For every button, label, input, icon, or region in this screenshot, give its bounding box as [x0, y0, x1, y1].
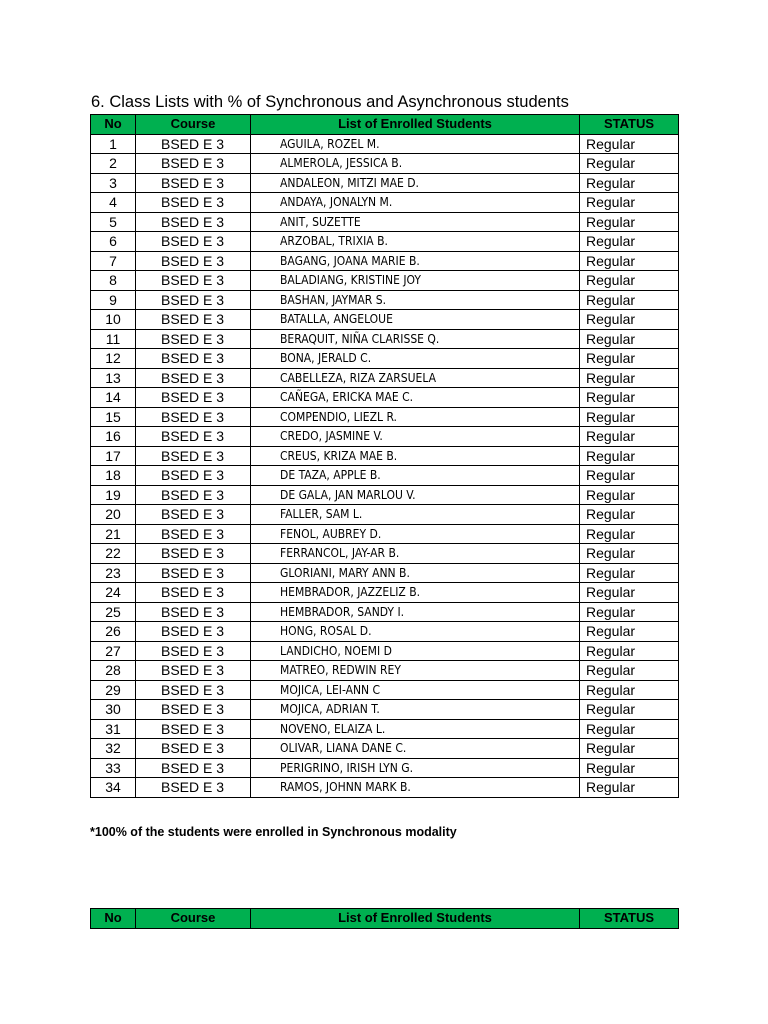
course-cell: BSED E 3 — [136, 700, 251, 720]
course-cell: BSED E 3 — [136, 251, 251, 271]
class-list-table — [90, 114, 679, 798]
row-number: 6 — [91, 232, 136, 252]
table-row — [91, 134, 679, 154]
table-row — [91, 388, 679, 408]
row-number: 30 — [91, 700, 136, 720]
course-cell: BSED E 3 — [136, 154, 251, 174]
table-header-row — [91, 909, 679, 929]
student-name: ANDALEON, MITZI MAE D. — [251, 173, 580, 193]
row-number: 2 — [91, 154, 136, 174]
row-number: 27 — [91, 641, 136, 661]
row-number: 31 — [91, 719, 136, 739]
student-name: CREUS, KRIZA MAE B. — [251, 446, 580, 466]
table-row — [91, 466, 679, 486]
header-course: Course — [136, 115, 251, 135]
row-number: 7 — [91, 251, 136, 271]
course-cell: BSED E 3 — [136, 758, 251, 778]
status-cell: Regular — [580, 641, 679, 661]
row-number: 33 — [91, 758, 136, 778]
row-number: 4 — [91, 193, 136, 213]
status-cell: Regular — [580, 271, 679, 291]
student-name: NOVENO, ELAIZA L. — [251, 719, 580, 739]
status-cell: Regular — [580, 758, 679, 778]
table-row — [91, 427, 679, 447]
row-number: 28 — [91, 661, 136, 681]
student-name: ALMEROLA, JESSICA B. — [251, 154, 580, 174]
status-cell: Regular — [580, 739, 679, 759]
course-cell: BSED E 3 — [136, 641, 251, 661]
status-cell: Regular — [580, 680, 679, 700]
student-name: BERAQUIT, NIÑA CLARISSE Q. — [251, 329, 580, 349]
course-cell: BSED E 3 — [136, 778, 251, 798]
status-cell: Regular — [580, 154, 679, 174]
student-name: GLORIANI, MARY ANN B. — [251, 563, 580, 583]
header-students: List of Enrolled Students — [251, 115, 580, 135]
row-number: 34 — [91, 778, 136, 798]
row-number: 9 — [91, 290, 136, 310]
course-cell: BSED E 3 — [136, 310, 251, 330]
course-cell: BSED E 3 — [136, 505, 251, 525]
course-cell: BSED E 3 — [136, 739, 251, 759]
table-row — [91, 544, 679, 564]
course-cell: BSED E 3 — [136, 193, 251, 213]
course-cell: BSED E 3 — [136, 563, 251, 583]
student-name: RAMOS, JOHNN MARK B. — [251, 778, 580, 798]
table-row — [91, 368, 679, 388]
table-row — [91, 212, 679, 232]
status-cell: Regular — [580, 173, 679, 193]
section-heading: 6. Class Lists with % of Synchronous and Asynchronous students — [91, 93, 569, 111]
header-students: List of Enrolled Students — [251, 909, 580, 929]
status-cell: Regular — [580, 193, 679, 213]
row-number: 16 — [91, 427, 136, 447]
row-number: 14 — [91, 388, 136, 408]
status-cell: Regular — [580, 212, 679, 232]
table-row — [91, 778, 679, 798]
status-cell: Regular — [580, 407, 679, 427]
table-row — [91, 232, 679, 252]
table-row — [91, 193, 679, 213]
student-name: MATREO, REDWIN REY — [251, 661, 580, 681]
status-cell: Regular — [580, 349, 679, 369]
row-number: 18 — [91, 466, 136, 486]
status-cell: Regular — [580, 232, 679, 252]
student-name: MOJICA, ADRIAN T. — [251, 700, 580, 720]
student-name: LANDICHO, NOEMI D — [251, 641, 580, 661]
table-row — [91, 622, 679, 642]
status-cell: Regular — [580, 563, 679, 583]
status-cell: Regular — [580, 388, 679, 408]
student-name: HEMBRADOR, JAZZELIZ B. — [251, 583, 580, 603]
student-name: CABELLEZA, RIZA ZARSUELA — [251, 368, 580, 388]
table-row — [91, 680, 679, 700]
row-number: 20 — [91, 505, 136, 525]
student-name: BATALLA, ANGELOUE — [251, 310, 580, 330]
row-number: 11 — [91, 329, 136, 349]
header-no: No — [91, 909, 136, 929]
table-row — [91, 271, 679, 291]
course-cell: BSED E 3 — [136, 173, 251, 193]
student-name: CREDO, JASMINE V. — [251, 427, 580, 447]
status-cell: Regular — [580, 700, 679, 720]
course-cell: BSED E 3 — [136, 134, 251, 154]
row-number: 32 — [91, 739, 136, 759]
student-name: HEMBRADOR, SANDY I. — [251, 602, 580, 622]
course-cell: BSED E 3 — [136, 622, 251, 642]
student-name: ARZOBAL, TRIXIA B. — [251, 232, 580, 252]
status-cell: Regular — [580, 622, 679, 642]
student-name: COMPENDIO, LIEZL R. — [251, 407, 580, 427]
course-cell: BSED E 3 — [136, 388, 251, 408]
student-name: MOJICA, LEI-ANN C — [251, 680, 580, 700]
row-number: 1 — [91, 134, 136, 154]
status-cell: Regular — [580, 778, 679, 798]
table-row — [91, 700, 679, 720]
row-number: 24 — [91, 583, 136, 603]
student-name: FENOL, AUBREY D. — [251, 524, 580, 544]
student-name: ANDAYA, JONALYN M. — [251, 193, 580, 213]
student-name: OLIVAR, LIANA DANE C. — [251, 739, 580, 759]
status-cell: Regular — [580, 251, 679, 271]
course-cell: BSED E 3 — [136, 524, 251, 544]
header-status: STATUS — [580, 115, 679, 135]
status-cell: Regular — [580, 466, 679, 486]
row-number: 12 — [91, 349, 136, 369]
course-cell: BSED E 3 — [136, 349, 251, 369]
table-row — [91, 758, 679, 778]
header-course: Course — [136, 909, 251, 929]
header-status: STATUS — [580, 909, 679, 929]
table-row — [91, 329, 679, 349]
status-cell: Regular — [580, 719, 679, 739]
student-name: BAGANG, JOANA MARIE B. — [251, 251, 580, 271]
status-cell: Regular — [580, 544, 679, 564]
table-row — [91, 719, 679, 739]
row-number: 25 — [91, 602, 136, 622]
course-cell: BSED E 3 — [136, 427, 251, 447]
status-cell: Regular — [580, 329, 679, 349]
status-cell: Regular — [580, 583, 679, 603]
student-name: FERRANCOL, JAY-AR B. — [251, 544, 580, 564]
table-row — [91, 739, 679, 759]
table-header-row — [91, 115, 679, 135]
course-cell: BSED E 3 — [136, 407, 251, 427]
row-number: 23 — [91, 563, 136, 583]
status-cell: Regular — [580, 505, 679, 525]
student-name: FALLER, SAM L. — [251, 505, 580, 525]
course-cell: BSED E 3 — [136, 232, 251, 252]
course-cell: BSED E 3 — [136, 212, 251, 232]
row-number: 8 — [91, 271, 136, 291]
status-cell: Regular — [580, 368, 679, 388]
table-row — [91, 407, 679, 427]
course-cell: BSED E 3 — [136, 329, 251, 349]
student-name: DE GALA, JAN MARLOU V. — [251, 485, 580, 505]
course-cell: BSED E 3 — [136, 602, 251, 622]
class-list-table-2 — [90, 908, 679, 929]
status-cell: Regular — [580, 290, 679, 310]
table-row — [91, 583, 679, 603]
row-number: 15 — [91, 407, 136, 427]
table-row — [91, 563, 679, 583]
table-row — [91, 602, 679, 622]
table-row — [91, 446, 679, 466]
course-cell: BSED E 3 — [136, 719, 251, 739]
course-cell: BSED E 3 — [136, 446, 251, 466]
course-cell: BSED E 3 — [136, 583, 251, 603]
status-cell: Regular — [580, 485, 679, 505]
student-name: BONA, JERALD C. — [251, 349, 580, 369]
row-number: 17 — [91, 446, 136, 466]
course-cell: BSED E 3 — [136, 544, 251, 564]
course-cell: BSED E 3 — [136, 290, 251, 310]
synchronous-note: *100% of the students were enrolled in Synchronous modality — [90, 825, 457, 839]
table-row — [91, 173, 679, 193]
row-number: 21 — [91, 524, 136, 544]
table-row — [91, 641, 679, 661]
row-number: 26 — [91, 622, 136, 642]
student-name: BASHAN, JAYMAR S. — [251, 290, 580, 310]
status-cell: Regular — [580, 661, 679, 681]
row-number: 29 — [91, 680, 136, 700]
row-number: 10 — [91, 310, 136, 330]
status-cell: Regular — [580, 524, 679, 544]
student-name: HONG, ROSAL D. — [251, 622, 580, 642]
table-row — [91, 251, 679, 271]
course-cell: BSED E 3 — [136, 680, 251, 700]
student-name: DE TAZA, APPLE B. — [251, 466, 580, 486]
table-row — [91, 154, 679, 174]
status-cell: Regular — [580, 427, 679, 447]
course-cell: BSED E 3 — [136, 271, 251, 291]
row-number: 19 — [91, 485, 136, 505]
status-cell: Regular — [580, 310, 679, 330]
course-cell: BSED E 3 — [136, 661, 251, 681]
status-cell: Regular — [580, 446, 679, 466]
row-number: 13 — [91, 368, 136, 388]
course-cell: BSED E 3 — [136, 368, 251, 388]
status-cell: Regular — [580, 602, 679, 622]
table-row — [91, 661, 679, 681]
row-number: 5 — [91, 212, 136, 232]
table-row — [91, 349, 679, 369]
student-name: CAÑEGA, ERICKA MAE C. — [251, 388, 580, 408]
student-name: BALADIANG, KRISTINE JOY — [251, 271, 580, 291]
row-number: 22 — [91, 544, 136, 564]
table-row — [91, 290, 679, 310]
course-cell: BSED E 3 — [136, 466, 251, 486]
header-no: No — [91, 115, 136, 135]
table-row — [91, 485, 679, 505]
table-row — [91, 505, 679, 525]
student-name: AGUILA, ROZEL M. — [251, 134, 580, 154]
course-cell: BSED E 3 — [136, 485, 251, 505]
table-row — [91, 524, 679, 544]
row-number: 3 — [91, 173, 136, 193]
student-name: PERIGRINO, IRISH LYN G. — [251, 758, 580, 778]
status-cell: Regular — [580, 134, 679, 154]
student-name: ANIT, SUZETTE — [251, 212, 580, 232]
table-row — [91, 310, 679, 330]
